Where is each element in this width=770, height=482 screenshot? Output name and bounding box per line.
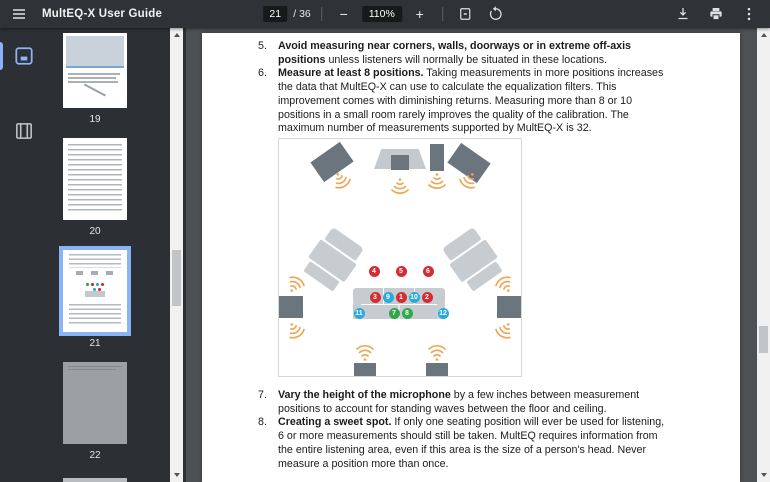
- list-item-text: Creating a sweet spot. If only one seating position will ever be used for listening, 6 or more measurements should still be taken. MultEQ requires information from the entire listening area, even if this area is the size of a person's head. Never measure a position more than once.: [278, 416, 665, 470]
- zoom-out-button[interactable]: −: [332, 2, 356, 26]
- thumbnail-page-22[interactable]: [63, 362, 127, 462]
- zoom-in-button[interactable]: +: [408, 2, 432, 26]
- toolbar-divider: [442, 7, 443, 21]
- scrollbar-thumb[interactable]: [759, 326, 768, 353]
- scroll-down-arrow-icon[interactable]: [761, 473, 767, 477]
- outline-view-icon[interactable]: [13, 120, 35, 142]
- thumbnail-page-number: 19: [89, 114, 101, 125]
- mic-position-9: 9: [383, 292, 394, 303]
- page-controls: [263, 0, 507, 28]
- thumbnail-sidebar: [0, 28, 186, 482]
- list-item: [258, 40, 678, 67]
- mic-position-3: 3: [370, 292, 381, 303]
- document-title: MultEQ-X User Guide: [42, 8, 163, 20]
- active-view-indicator: [0, 42, 3, 70]
- scroll-down-arrow-icon[interactable]: [174, 473, 180, 477]
- list-item-number: 5.: [258, 40, 267, 52]
- more-options-icon[interactable]: [737, 2, 761, 26]
- sound-waves-icon: [387, 176, 413, 196]
- surround-right-speaker-icon: [497, 296, 521, 318]
- list-item-number: 8.: [258, 416, 267, 429]
- print-icon[interactable]: [704, 2, 728, 26]
- list-item-text: Avoid measuring near corners, walls, doorways or in extreme off-axis positions unless listeners will normally be situated in these locations.: [278, 40, 632, 66]
- page-total: / 36: [293, 8, 311, 20]
- toolbar: [0, 0, 770, 28]
- sound-waves-icon: [279, 315, 312, 345]
- list-item: [258, 67, 678, 136]
- list-item-text: Vary the height of the microphone by a few inches between measurement positions to account for standing waves between the floor and ceiling.: [278, 389, 640, 415]
- toolbar-actions: [671, 2, 761, 26]
- list-item: [258, 389, 678, 416]
- thumbnail-page-20[interactable]: [63, 138, 127, 238]
- mic-position-1: 1: [396, 292, 407, 303]
- list-item-number: 6.: [258, 67, 267, 80]
- mic-position-2: 2: [422, 292, 433, 303]
- rear-right-speaker-icon: [426, 363, 448, 376]
- center-speaker-icon: [391, 155, 409, 170]
- scroll-up-arrow-icon[interactable]: [761, 33, 767, 37]
- thumbnail-page-number: 21: [89, 338, 101, 349]
- rotate-icon[interactable]: [483, 2, 507, 26]
- list-item: [258, 416, 678, 471]
- list-items-bottom: [258, 389, 678, 471]
- page-number-input[interactable]: [263, 6, 287, 22]
- thumbnail-scrollbar[interactable]: [170, 28, 183, 482]
- subwoofer-icon: [430, 144, 444, 171]
- thumbnail-page-21[interactable]: [63, 250, 127, 350]
- rear-left-speaker-icon: [354, 363, 376, 376]
- pdf-page: [202, 33, 740, 482]
- mic-position-4: 4: [369, 266, 380, 277]
- sound-waves-icon: [424, 343, 450, 363]
- sound-waves-icon: [352, 343, 378, 363]
- mic-position-12: 12: [439, 309, 447, 317]
- thumbnail-preview[interactable]: [63, 362, 127, 444]
- room-diagram: [278, 138, 522, 377]
- zoom-level: 110%: [362, 6, 402, 22]
- next-thumbnail-edge: [63, 478, 127, 482]
- thumbnail-page-number: 20: [89, 226, 101, 237]
- sound-waves-icon: [489, 315, 522, 345]
- mic-position-7: 7: [389, 308, 400, 319]
- menu-icon[interactable]: [7, 2, 31, 26]
- download-icon[interactable]: [671, 2, 695, 26]
- scrollbar-thumb[interactable]: [172, 250, 181, 306]
- fit-page-icon[interactable]: [453, 2, 477, 26]
- thumbnail-list: [63, 28, 163, 474]
- list-item-text: Measure at least 8 positions. Taking measurements in more positions increases the data that MultEQ-X can use to calculate the equalization filters. This improvement comes with diminishing returns. Measuring more than 8 or 10 positions in a small room rarely improves the quality of the calibration. The maximum number of measurements supported by MultEQ-X is 32.: [278, 67, 664, 135]
- thumbnail-page-number: 22: [89, 450, 101, 461]
- mic-position-10: 10: [410, 293, 418, 301]
- sound-waves-icon: [424, 171, 450, 191]
- thumbnail-preview[interactable]: [63, 250, 127, 332]
- toolbar-divider: [321, 7, 322, 21]
- mic-position-6: 6: [423, 266, 434, 277]
- mic-position-5: 5: [396, 266, 407, 277]
- scroll-up-arrow-icon[interactable]: [174, 33, 180, 37]
- list-items-top: [258, 40, 678, 136]
- main-scrollbar[interactable]: [757, 28, 770, 482]
- mic-position-8: 8: [402, 308, 413, 319]
- list-item-number: 7.: [258, 389, 267, 401]
- thumbnail-page-19[interactable]: [63, 33, 127, 126]
- thumbnail-preview[interactable]: [63, 138, 127, 220]
- thumbnail-preview[interactable]: [63, 33, 127, 108]
- thumbnails-view-icon[interactable]: [13, 45, 35, 67]
- mic-position-11: 11: [355, 309, 363, 317]
